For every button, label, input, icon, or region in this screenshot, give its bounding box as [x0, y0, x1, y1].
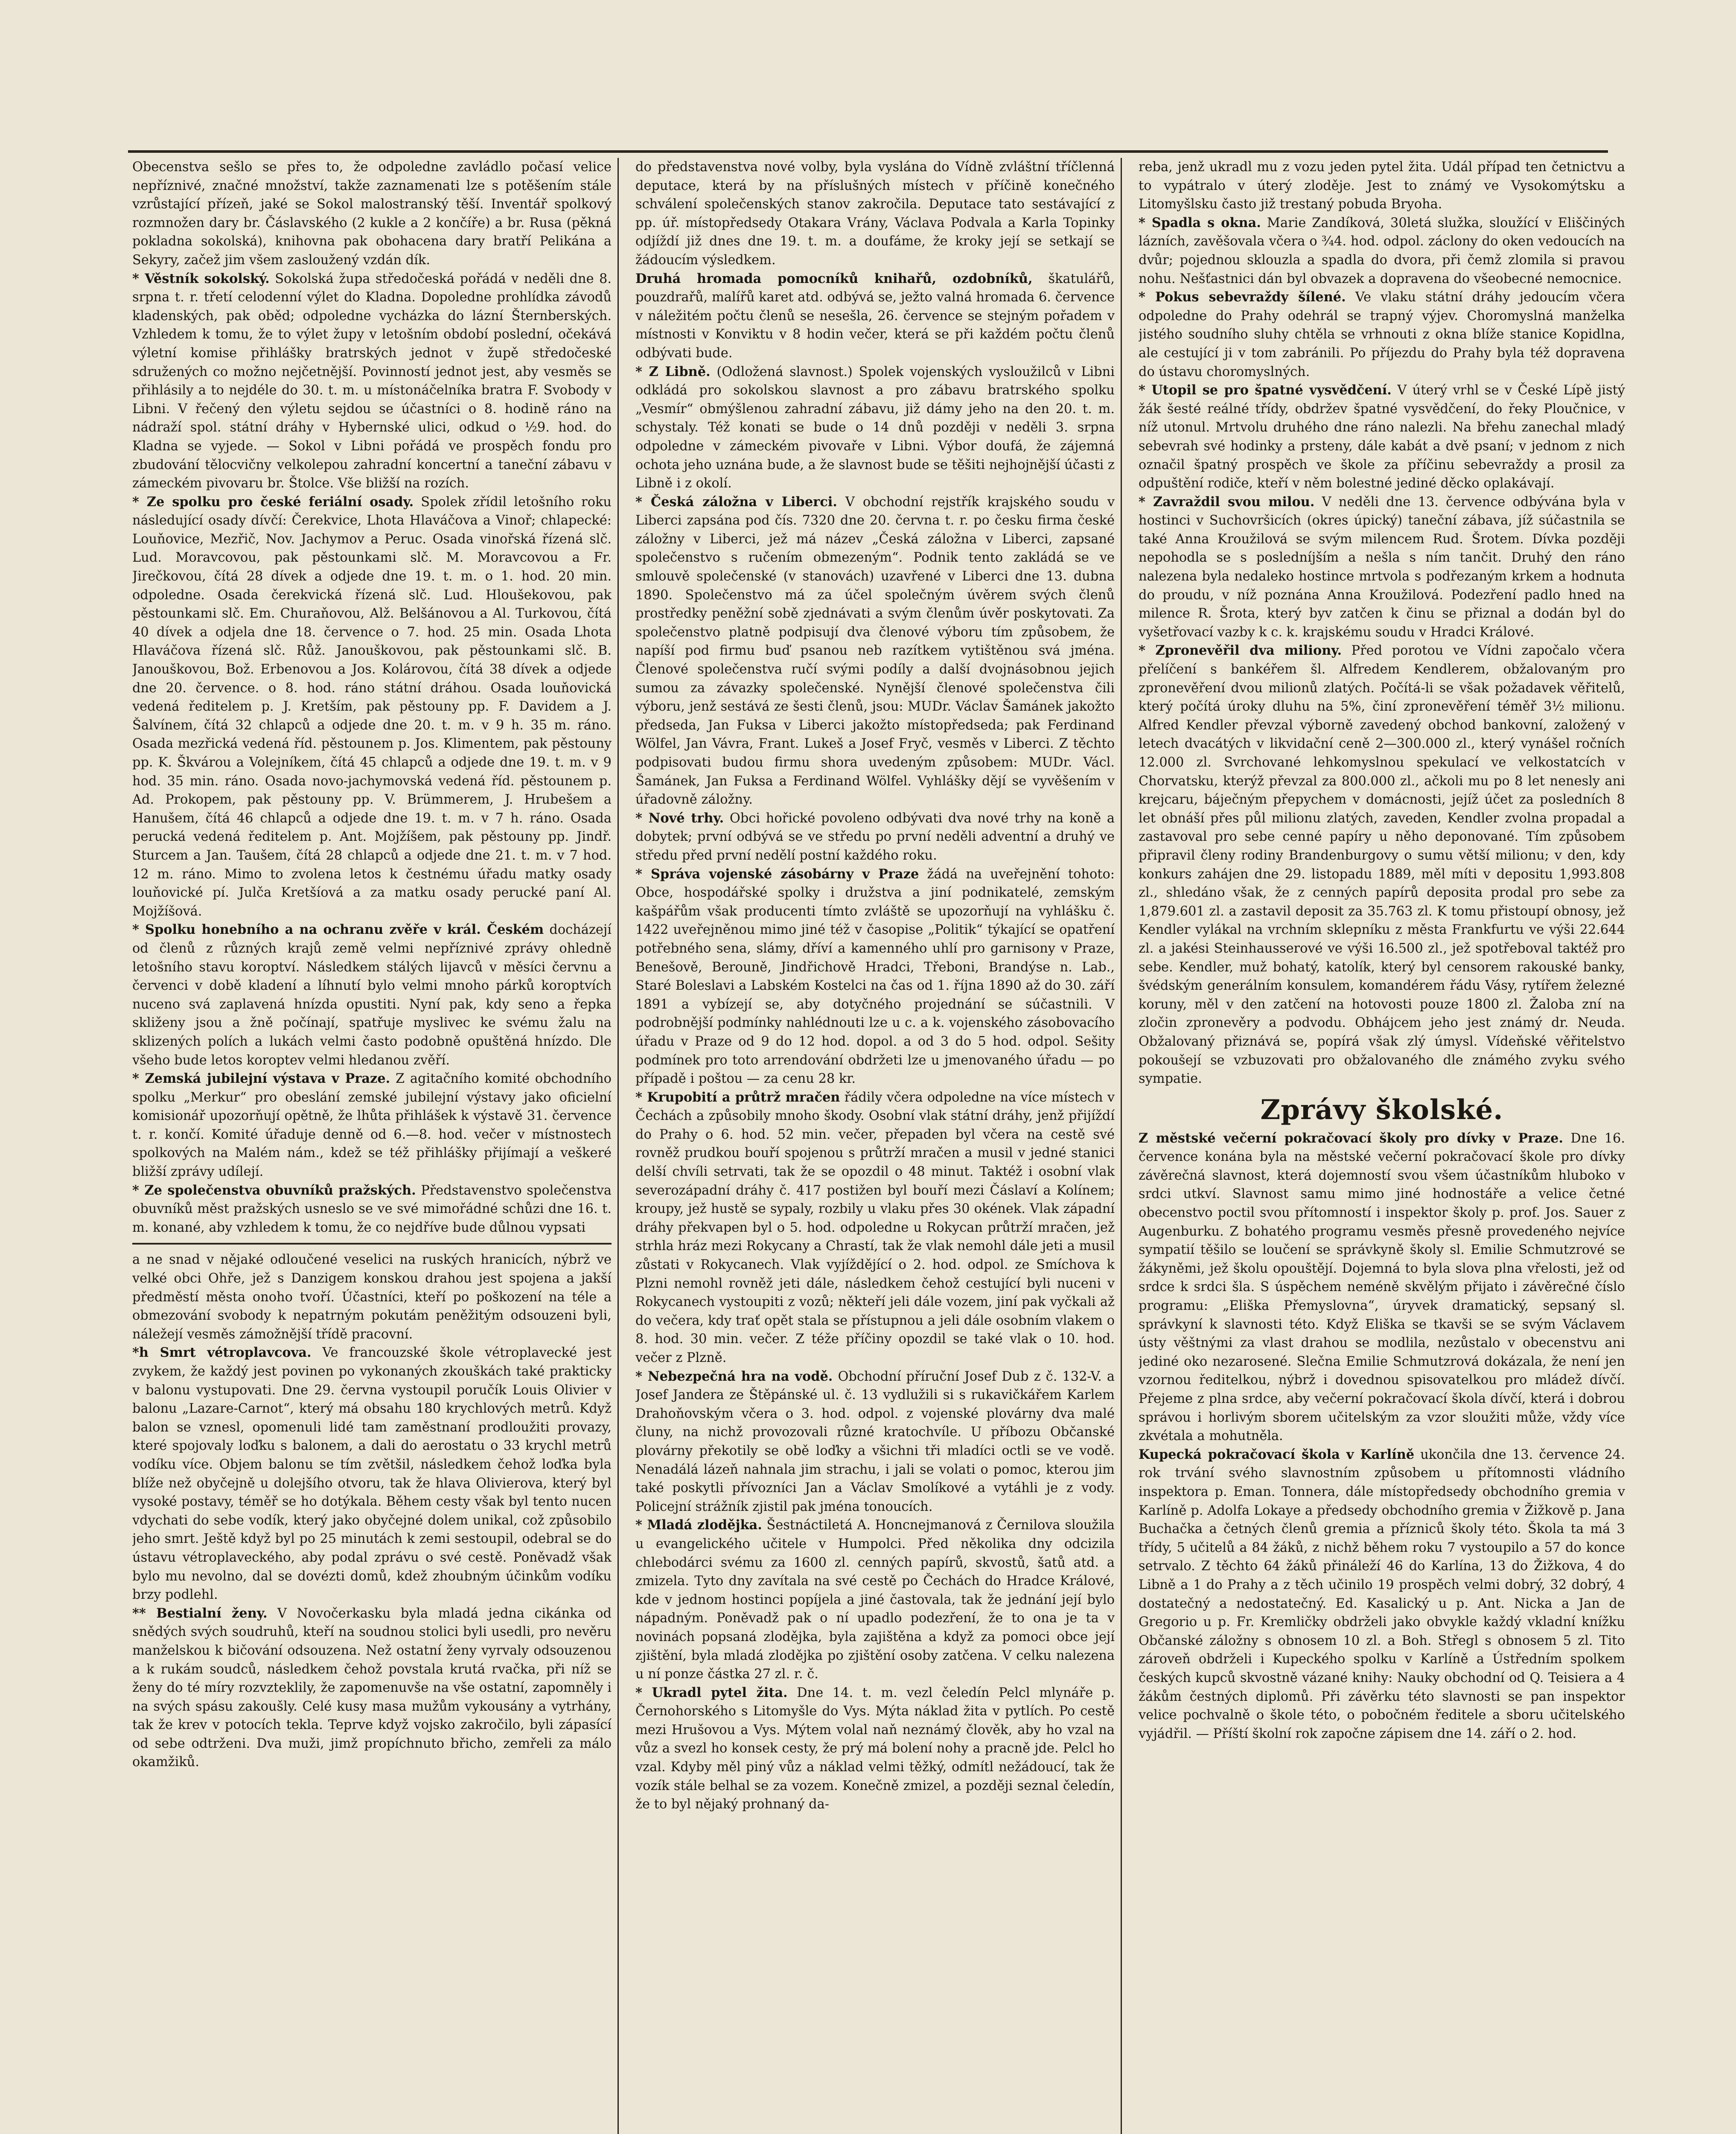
- article-headline: * Pokus sebevraždy šílené.: [1139, 289, 1346, 305]
- article-text: (Odložená slavnost.) Spolek vojenských vysloužilců v Libni odkládá pro sokolskou slavnost a pro zábavu bratrského spolku „Vesmír“ obmýšlenou zahradní zábavu, již dámy jeho na den 20. t. m. schystaly. Též konati se bude o 14 dnů později v neděli 3. srpna odpoledne v zámeckém pivovaře v Libni. Výbor doufá, že zájemná ochota jeho uznána bude, a že slavnost bude se těšiti nejhojnější účasti z Libně i z okolí.: [635, 364, 1115, 491]
- article-headline: * Nové trhy.: [635, 810, 724, 826]
- article-text: V neděli dne 13. července odbývána byla v hostinci v Suchovršicích (okres úpický) taneční zábava, jíž súčastnila se také Anna Kroužilová se svým milencem Rud. Šrotem. Dívka později nepohodla se s posledníjším a nešla s ním tančit. Druhý den ráno nalezena byla nedaleko hostince mrtvola s podřezaným krkem a hodnuta do proudu, v níž poznána Anna Kroužilová. Podezření padlo hned na milence R. Šrota, který byv zatčen k činu se přiznal a dodán byl do vyšetřovací vazby k c. k. krajskému soudu v Hradci Králové.: [1139, 494, 1625, 640]
- article-paragraph: [1139, 641, 1625, 1088]
- article-headline: * Věstník sokolský.: [132, 271, 270, 286]
- column-1: [132, 158, 619, 2134]
- article-text: Dne 16. července konána byla na městské večerní pokračovací škole pro dívky závěrečná slavnost, která dojemností svou všem účastníkům hluboko v srdci utkví. Slavnost samu mimo jiné hodnostáře a velice četné obecenstvo poctil svou přítomností i inspektor školy p. prof. Jos. Sauer z Augenburku. Z bohatého programu vesměs přesně provedeného nejvíce sympatií těšilo se loučení se správkyně školy sl. Emilie Schmutzrové se žákyněmi, jež školu opouštějí. Dojemná to byla slova plna vřelosti, jež od srdce k srdci šla. S úspěchem neméně skvělým přijato i závěrečné číslo programu: „Eliška Přemyslovna“, úryvek dramatický, sepsaný sl. správkyní k slavnosti této. Když Eliška se tkavši se se svým Václavem ústy věštnými za vlast drahou se modlila, nezůstalo v obecenstvu ani jediné oko nezarosené. Slečna Emilie Schmutzrová dokázala, že není jen vzornou ředitelkou, nýbrž i dovednou spisovatelkou pro mládež dívčí. Přejeme z plna srdce, aby večerní pokračovací škola dívčí, která i dobrou správou i horlivým sborem učitelským za vzor sloužiti může, vždy více zkvétala a mohutněla.: [1139, 1131, 1625, 1444]
- article-text: škatulářů, pouzdrařů, malířů karet atd. odbývá se, ježto valná hromada 6. července v náležitém počtu členů se nesešla, 26. července se stejným pořadem v místnosti v Konviktu v 8 hodin večer, která se při každém počtu členů odbývati bude.: [635, 271, 1115, 361]
- article-text: Obecenstva sešlo se přes to, že odpoledne zavládlo počasí velice nepříznivé, značné množství, takže zaznamenati lze s potěšením stále vzrůstající přízeň, jaké se Sokol malostranský těší. Inventář spolkový rozmnožen dary br. Čáslavského (2 kukle a 2 končíře) a br. Rusa (pěkná pokladna sokolská), knihovna pak obohacena dary bratří Pelikána a Sekyry, začež jim všem zasloužený vzdán dík.: [132, 160, 612, 268]
- article-headline: * Spolku honebního a na ochranu zvěře v král. Českém: [132, 922, 544, 938]
- article-headline: * Zpronevěřil dva miliony.: [1139, 643, 1342, 659]
- article-text: Ve vlaku státní dráhy jedoucím včera odpoledne do Prahy odehrál se trapný výjev. Choromyslná manželka jistého soudního sluhy chtěla se vrhnouti z okna blíže stanice Kopidlna, ale cestující ji v tom zabránili. Po příjezdu do Prahy byla též dopravena do ústavu choromyslných.: [1139, 290, 1625, 379]
- article-headline: * Utopil se pro špatné vysvědčení.: [1139, 382, 1392, 398]
- article-paragraph: [132, 493, 612, 921]
- article-headline: *h Smrt vétroplavcova.: [132, 1345, 312, 1361]
- article-headline: * Mladá zlodějka.: [635, 1517, 762, 1533]
- column-3: [1139, 158, 1625, 2134]
- article-text: Sokolská župa středočeská pořádá v neděli dne 8. srpna t. r. třetí celodenní výlet do Kladna. Dopoledne prohlídka závodů kladenských, pak oběd; odpoledne vycházka do lázní Šternberských. Vzhledem k tomu, že to výlet župy v letošním období poslední, očekává výletní komise přihlášky bratrských jednot v župě středočeské sdružených co možno nejčetnější. Povinností jednot jest, aby vesměs se přihlásily a to nejdéle do 30. t. m. u místonáčelníka bratra F. Svobody v Libni. V řečený den výletu sejdou se účastníci o 8. hodině ráno na nádraží spol. státní dráhy v Hybernské ulici, odkud o ½9. hod. do Kladna se vyjede. — Sokol v Libni pořádá ve prospěch fondu pro zbudování tělocvičny velkolepou zahradní koncertní a taneční zábavu v zámeckém pivovaru br. Štolce. Vše bližší na rozích.: [132, 271, 612, 491]
- article-text: reba, jenž ukradl mu z vozu jeden pytel žita. Udál případ ten četnictvu a to vypátralo v úterý zloděje. Jest to známý ve Vysokomýtsku a Litomyšlsku často již trestaný pobuda Bryoha.: [1139, 160, 1625, 212]
- article-text: řádily včera odpoledne na více místech v Čechách a způsobily mnoho škody. Osobní vlak státní dráhy, jenž přijíždí do Prahy o 6. hod. 52 min. večer, přepaden byl včera na cestě své rovněž prudkou bouří spojenou s průtrží mračen a musil v jedné stanici delší chvíli setrvati, tak že se opozdil o 48 minut. Taktéž i osobní vlak severozápadní dráhy č. 417 postižen byl bouří mezi Čáslaví a Kolínem; kroupy, jež hustě se sypaly, rozbily u vlaku přes 30 okének. Vlak západní dráhy překvapen byl o 5. hod. odpoledne u Rokycan průtrží mračen, jež strhla hráz mezi Rokycany a Chrastí, tak že vlak nemohl dále jeti a musil zůstati v Rokycanech. Vlak vyjíždějící o 2. hod. odpol. ze Smíchova k Plzni nemohl rovněž jeti dále, následkem čehož cestující byli nuceni v Rokycanech vystoupiti z vozů; někteří jeli dále vozem, jiní pak vyčkali až do večera, kdy trať opět stala se přístupnou a jeli dále osobním vlakem o 8. hod. 30 min. večer. Z téže příčiny opozdil se také vlak o 10. hod. večer z Plzně.: [635, 1090, 1115, 1365]
- article-text: Z agitačního komité obchodního spolku „Merkur“ pro obeslání zemské jubilejní výstavy jako oficielní komisionář upozorňují opětně, že lhůta přihlášek k výstavě 31. července t. r. končí. Komité úřaduje denně od 6.—8. hod. večer v místnostech spolkových na Malém nám., kdež se též přihlášky přijímají a veškeré bližší zprávy udílejí.: [132, 1071, 612, 1180]
- article-text: do představenstva nové volby, byla vyslána do Vídně zvláštní tříčlenná deputace, která by na příslušných místech v příčině konečného schválení společenských stanov zakročila. Deputace tato sestávající z pp. úř. místopředsedy Otakara Vrány, Václava Podvala a Karla Topinky odjíždí již dnes dne 19. t. m. a doufáme, že kroky její se setkají se žádoucím výsledkem.: [635, 160, 1115, 268]
- article-paragraph: [635, 809, 1115, 865]
- article-paragraph: [132, 1181, 612, 1237]
- article-headline: * Ukradl pytel žita.: [635, 1685, 788, 1700]
- columns: [132, 158, 1625, 2134]
- column-divider-rule: [132, 1243, 612, 1245]
- column-2: [635, 158, 1122, 2134]
- article-paragraph: [1139, 493, 1625, 642]
- article-text: Před porotou ve Vídni započalo včera přelíčení s bankéřem šl. Alfredem Kendlerem, obžalovaným pro zpronevěření dvou milionů zlatých. Počítá-li se však požadavek věřitelů, který počítá úroky dluhu na 5%, činí zpronevěření téměř 3½ milionu. Alfred Kendler převzal výborně zavedený obchod bankovní, založený v letech dvacátých v likvidační ceně 2—300.000 zl., který vynášel ročních 12.000 zl. Svrchované lehkomyslnou spekulací ve velkostatcích v Chorvatsku, kterýž převzal za 800.000 zl., ačkoli mu po 8 let nenesly ani krejcaru, báječným přepychem v domácnosti, jejíž účet za posledních 8 let obnáší přes půl milionu zlatých, zaveden, Kendler zvolna propadal a zastavoval pro sebe cenné papíry u něho deponované. Tím způsobem připravil členy rodiny Brandenburgovy o sumu větší milionu; v den, kdy konkurs zahájen dne 29. listopadu 1889, měl míti v depositu 1,993.808 zl., shledáno však, že z cenných papírů deposita prodal pro sebe za 1,879.601 zl. a zastavil deposit za 35.763 zl. K tomu přistoupí obnosy, jež Kendler vylákal na vrchním sklepníku z města Frankfurtu ve výši 22.644 zl. a jakési Steinhausserové ve výši 16.500 zl., jež spotřeboval taktéž pro sebe. Kendler, muž bohatý, katolík, který byl censorem rakouské banky, švédským generálním konsulem, komandérem řádu Vásy, rytířem železné koruny, měl v den zatčení na hotovosti pouze 1800 zl. Žaloba zní na zločin zpronevěry a podvodu. Obhájcem jeho jest známý dr. Neuda. Obžalovaný přiznává se, popírá však zlý úmysl. Vídeňské věřitelstvo pokoušejí se vzbuzovati pro obžalovaného dle známého zvyku svého sympatie.: [1139, 643, 1625, 1087]
- article-paragraph: [132, 1604, 612, 1772]
- top-rule: [128, 150, 1608, 153]
- article-text: Představenstvo společenstva obuvníků měst pražských usneslo se ve své mimořádné schůzi dne 16. t. m. konané, aby vzhledem k tomu, že co nejdříve bude důlnou vypsati: [132, 1183, 612, 1235]
- article-paragraph: [132, 1344, 612, 1604]
- article-headline: * Správa vojenské zásobárny v Praze: [635, 866, 919, 882]
- article-paragraph: [635, 1516, 1115, 1683]
- article-text: V úterý vrhl se v České Lípě jistý žák šesté reálné třídy, obdržev špatné vysvědčení, do řeky Ploučnice, v níž utonul. Mrtvolu druhého dne ráno nalezli. Na břehu zanechal mladý sebevrah své hodinky a prsteny, dále kabát a dvě psaní; v jednom z nich označil špatný prospěch ve škole za příčinu sebevraždy a prosil za odpuštění rodiče, kteří v něm bolestné jediné děcko oplakávají.: [1139, 383, 1625, 491]
- article-paragraph: [635, 158, 1115, 270]
- article-text: Obci hořické povoleno odbývati dva nové trhy na koně a dobytek; první odbývá se ve středu po první neděli adventní a druhý ve středu před první nedělí postní každého roku.: [635, 810, 1115, 863]
- article-headline: Kupecká pokračovací škola v Karlíně: [1139, 1446, 1415, 1462]
- article-text: docházejí od členů z různých krajů země velmi nepříznivé zprávy ohledně letošního stavu koroptví. Následkem stálých lijavců v měsíci červnu a červenci v době kladení a líhnutí bylo velmi mnoho párků koroptvích nuceno svá zaplavená hnízda opustiti. Nyní pak, kdy seno a řepka skliženy jsou a žně počínají, spatřuje myslivec ke svému žalu na sklizených polích a lukách velmi často podobně opuštěná hnízdo. Dle všeho bude letos koroptev velmi hledanou zvěří.: [132, 922, 612, 1068]
- article-paragraph: [635, 865, 1115, 1088]
- article-text: Šestnáctiletá A. Honcnejmanová z Černilova sloužila u evangelického učitele v Humpolci. Před několika dny odcizila chlebodárci svému za 1600 zl. cenných papírů, skvostů, šatů atd. a zmizela. Tyto dny zavítala na své cestě po Čechách do Hradce Králové, kde v jednom hostinci popíjela a jiné častovala, tak že jednání její bylo nápadným. Poněvadž pak o ní upadlo podezření, že to ona je ta v novinách popsaná zlodějka, byla zajištěna a když za pomoci obce její zjištění, byla mladá zlodějka po zjištění osoby zatčena. V celku nalezena u ní ponze částka 27 zl. r. č.: [635, 1518, 1115, 1682]
- article-paragraph: [132, 921, 612, 1070]
- article-paragraph: [1139, 1129, 1625, 1446]
- section-title: Zprávy školské.: [1260, 1093, 1503, 1126]
- article-headline: * Z Libně.: [635, 364, 711, 379]
- article-paragraph: [1139, 381, 1625, 493]
- article-headline: ** Bestialní ženy.: [132, 1605, 268, 1621]
- article-text: a ne snad v nějaké odloučené veselici na ruských hranicích, nýbrž ve velké obci Ohře, jež s Danzigem konskou drahou jest spojena a jakší předměstí města onoho tvoří. Účastníci, kteří po poškození na téle a obmezování svobody k nepatrným pokutám peněžitým odsouzeni byli, náležejí vesměs zámožnější třídě pracovní.: [132, 1252, 612, 1342]
- article-headline: * Ze společenstva obuvníků pražských.: [132, 1182, 416, 1198]
- article-paragraph: [635, 1684, 1115, 1814]
- article-headline: * Nebezpečná hra na vodě.: [635, 1368, 833, 1384]
- article-paragraph: [1139, 1446, 1625, 1743]
- article-paragraph: [635, 1088, 1115, 1367]
- article-paragraph: [132, 1251, 612, 1344]
- article-paragraph: [635, 493, 1115, 809]
- article-paragraph: [1139, 158, 1625, 214]
- article-text: V obchodní rejstřík krajského soudu v Liberci zapsána pod čís. 7320 dne 20. června t. r. po česku firma české záložny v Liberci, jež má název „Česká záložna v Liberci, zapsané společenstvo s ručením obmezeným“. Podnik tento zakládá se ve smlouvě společenské (v stanovách) uzavřené v Liberci dne 13. dubna 1890. Společenstvo má za účel společným úvěrem svých členů prostředky peněžní sobě zjednávati a svým členům úvěr poskytovati. Za společenstvo platně podpisují dva členové výboru tím způsobem, že napíší pod firmu buď psanou neb razítkem vytištěnou svá jména. Členové společenstva ručí svými podíly a další dvojnásobnou jejich sumou za závazky společenské. Nynější členové společenstva čili výboru, jenž sestává ze šesti členů, jsou: MUDr. Václav Šamánek jakožto předseda, Jan Fuksa v Liberci jakožto místopředseda; pak Ferdinand Wölfel, Jan Vávra, Frant. Lukeš a Josef Fryč, vesměs v Liberci. Z těchto podpisovati budou firmu shora uvedeným způsobem: MUDr. Václ. Šamánek, Jan Fuksa a Ferdinand Wölfel. Vyhlášky dějí se vyvěšením v úřadovně záložny.: [635, 494, 1115, 808]
- article-headline: * Krupobití a průtrž mračen: [635, 1089, 840, 1105]
- article-text: žádá na uveřejnění tohoto: Obce, hospodářské spolky i družstva a jiní podnikatelé, zemským kašpářům však producenti tímto zvláště se upozorňují na vyhlášku č. 1422 uveřejněnou mimo jiné též v časopise „Politik“ týkající se opatření potřebného sena, slámy, dříví a kamenného uhlí pro garnisony v Praze, Benešově, Berouně, Jindřichově Hradci, Třeboni, Brandýse n. Lab., Staré Boleslavi a Labském Kostelci na čas od 1. října 1890 až do 30. září 1891 a vybízejí se, aby dotyčného projednání se súčastnili. V podrobnější podmínky nahlédnouti lze u c. a k. vojenského zásobovacího úřadu v Praze od 9 do 12 hod. dopol. a od 3 do 5 hod. odpol. Sešity podmínek pro toto arrendování obdržeti lze u jmenovaného úřadu — po případě i poštou — za cenu 28 kr.: [635, 866, 1115, 1087]
- article-text: Dne 14. t. m. vezl čeledín Pelcl mlynáře p. Černohorského s Litomyšle do Vys. Mýta náklad žita v pytlích. Po cestě mezi Hrušovou a Vys. Mýtem volal naň neznámý člověk, aby ho vzal na vůz a svezl ho konsek cesty, že prý má bolení nohy a pracně jde. Pelcl ho vzal. Kdyby měl piný vůz a náklad velmi těžký, odmítl nežádoucí, tak že vozík stále belhal se za vozem. Konečně zmizel, a později seznal čeledín, že to byl nějaký prohnaný da-: [635, 1685, 1115, 1812]
- article-headline: Druhá hromada pomocníků knihařů, ozdobníků,: [635, 271, 1033, 286]
- article-headline: Z městské večerní pokračovací školy pro dívky v Praze.: [1139, 1130, 1564, 1146]
- article-paragraph: [132, 1070, 612, 1181]
- article-headline: * Ze spolku pro české feriální osady.: [132, 494, 414, 510]
- article-text: Ve francouzské škole vétroplavecké jest zvykem, že každý jest povinen po vykonaných zkouškách také prakticky v balonu vystupovati. Dne 29. června vystoupil poručík Louis Olivier v balonu „Lazare-Carnot“, který má obsahu 180 krychlových metrů. Když balon se vznesl, opomenuli lidé tam zaměstnaní prodloužiti provazy, které spojovaly loďku s balonem, a dali do aerostatu o 33 krychl metrů vodíku více. Objem balonu se tím zvětšil, následkem čehož loďka byla blíže než obyčejně u dolejšího otvoru, tak že hlava Olivierova, který byl vysoké postavy, téměř se ho dotýkala. Během cesty však byl tento nucen vdychati do sebe vodík, který jako obyčejné dolem unikal, což způsobilo jeho smrt. Ještě když byl po 25 minutách k zemi sestoupil, odebral se do ústavu vétroplaveckého, aby podal zprávu o své cestě. Poněvadž však bylo mu nevolno, dal se dovézti domů, kdež zhoubným účinkům vodíku brzy podlehl.: [132, 1345, 612, 1603]
- article-paragraph: [635, 270, 1115, 363]
- article-paragraph: [132, 158, 612, 270]
- article-text: Spolek zřídil letošního roku následující osady dívčí: Čerekvice, Lhota Hlaváčova a Vinoř; chlapecké: Louňovice, Mezřič, Nov. Jachymov a Peruc. Osada vinořská řízená slč. Lud. Moravcovou, pak pěstounkami slč. M. Moravcovou a Fr. Jirečkovou, čítá 28 dívek a odjede dne 19. t. m. o 1. hod. 20 min. odpoledne. Osada čerekvická řízená slč. Lud. Hloušekovou, pak pěstounkami slč. Em. Churaňovou, Alž. Belšánovou a Al. Turkovou, čítá 40 dívek a odjela dne 18. července o 7. hod. 25 min. Osada Lhota Hlaváčova řízená slč. Růž. Janouškovou, pak pěstounkami slč. B. Janouškovou, Bož. Erbenovou a Jos. Kolárovou, čítá 38 dívek a odjede dne 20. července. o 8. hod. ráno státní dráhou. Osada louňovická vedená ředitelem p. J. Kretším, pak pěstouny pp. F. Davidem a J. Šalvínem, čítá 32 chlapců a odjede dne 20. t. m. v 9 h. 35 m. ráno. Osada mezřická vedená říd. pěstounem p. Jos. Klimentem, pak pěstouny pp. K. Škvárou a Volejníkem, čítá 45 chlapců a odjede dne 19. t. m. v 9 hod. 35 min. ráno. Osada novo-jachymovská vedená říd. pěstounem p. Ad. Prokopem, pak pěstouny pp. V. Brümmerem, J. Hrubešem a Hanušem, čítá 46 chlapců a odjede dne 19. t. m. v 7 h. ráno. Osada perucká vedená ředitelem p. Ant. Mojžíšem, pak pěstouny pp. Jindř. Sturcem a Jan. Taušem, čítá 28 chlapců a odjede dne 21. t. m. v 7 hod. 12 m. ráno. Mimo to zvolena letos k čestnému úřadu matky osady louňovické pí. Julča Kretšíová a za matku osady perucké paní Al. Mojžíšová.: [132, 494, 612, 919]
- article-paragraph: [132, 270, 612, 493]
- article-paragraph: [1139, 214, 1625, 288]
- article-text: V Novočerkasku byla mladá jedna cikánka od snědých svých soudruhů, kteří na soudnou stolici byli usedli, pro nevěru manželskou k bičování odsouzena. Než ostatní ženy vyrvaly odsouzenou a k rukám soudců, následkem čehož povstala krutá rvačka, při níž se ženy do té míry rozvzteklily, že zapomenuvše na vše ostatní, zapomněly i na svých spásu zakoušly. Celé kusy masa mužům vykousány a vytrhány, tak že krev v potocích tekla. Teprve když vojsko zakročilo, byli zápasící od sebe odtrženi. Dva muži, jimž propíchnuto břicho, zemřeli za málo okamžiků.: [132, 1606, 612, 1770]
- article-text: ukončila dne 13. července 24. rok trvání svého slavnostním způsobem u přítomnosti vládního inspektora p. Eman. Tonnera, dále místopředsedy obchodního gremia v Karlíně p. Adolfa Lokaye a předsedy obchodního gremia v Žižkově p. Jana Buchačka a četných členů gremia a přízniců školy této. Škola ta má 3 třídy, 5 učitelů a 84 žáků, z nichž během roku 7 vystoupilo a 57 do konce setrvalo. Z těchto 64 žáků přináleží 46 do Karlína, 13 do Žižkova, 4 do Libně a 1 do Prahy a z těch učinilo 19 prospěch velmi dobrý, 32 dobrý, 4 dostatečný a nedostatečný. Ed. Kasalický u p. Ant. Nicka a Jan de Gregorio u p. Fr. Kremličky obdrželi jako obvykle každý vkladní knížku Občanské záložny s obnosem 10 zl. a Boh. Střegl s obnosem 5 zl. Tito zároveň obdrželi i Kupeckého spolku v Karlíně a Ústředním spolkem českých kupců skvostně vázané knihy: Nauky obchodní od Q. Teisiera a 4 žákům čestných diplomů. Při závěrku této slavnosti se pan inspektor velice pochvalně o škole této, o pobočném ředitele a sboru učitelského vyjádřil. — Příští školní rok započne zápisem dne 14. září o 2. hod.: [1139, 1447, 1625, 1741]
- article-text: Marie Zandíková, 30letá služka, sloužící v Eliščiných lázních, zavěšovala včera o ¾4. hod. odpol. záclony do oken vedoucích na dvůr; pojednou sklouzla a spadla do dvora, při čemž zlomila si pravou nohu. Nešťastnici dán byl obvazek a dopravena do všeobecné nemocnice.: [1139, 215, 1625, 286]
- article-paragraph: [635, 1367, 1115, 1516]
- article-headline: * Česká záložna v Liberci.: [635, 494, 837, 510]
- article-headline: * Spadla s okna.: [1139, 215, 1261, 230]
- article-text: Obchodní příruční Josef Dub z č. 132-V. a Josef Jandera ze Štěpánské ul. č. 13 vydlužili si s rukavičkářem Karlem Drahoňovským včera o 3. hod. odpol. z vojenské plovárny dva malé čluny, na nichž provozovali různé kratochvíle. U příbozu Občanské plovárny překotily se obě loďky a všichni tři mladíci octli se ve vodě. Nenadálá lázeň nahnala jim strachu, i jali se volati o pomoc, kterou jim také poskytli přívozníci Jan a Václav Smolíkové a vytáhli je z vody. Policejní strážník zjistil pak jména tonoucích.: [635, 1369, 1115, 1514]
- article-headline: * Zavraždil svou milou.: [1139, 494, 1315, 510]
- article-paragraph: [1139, 288, 1625, 381]
- article-paragraph: [635, 363, 1115, 493]
- article-headline: * Zemská jubilejní výstava v Praze.: [132, 1071, 390, 1087]
